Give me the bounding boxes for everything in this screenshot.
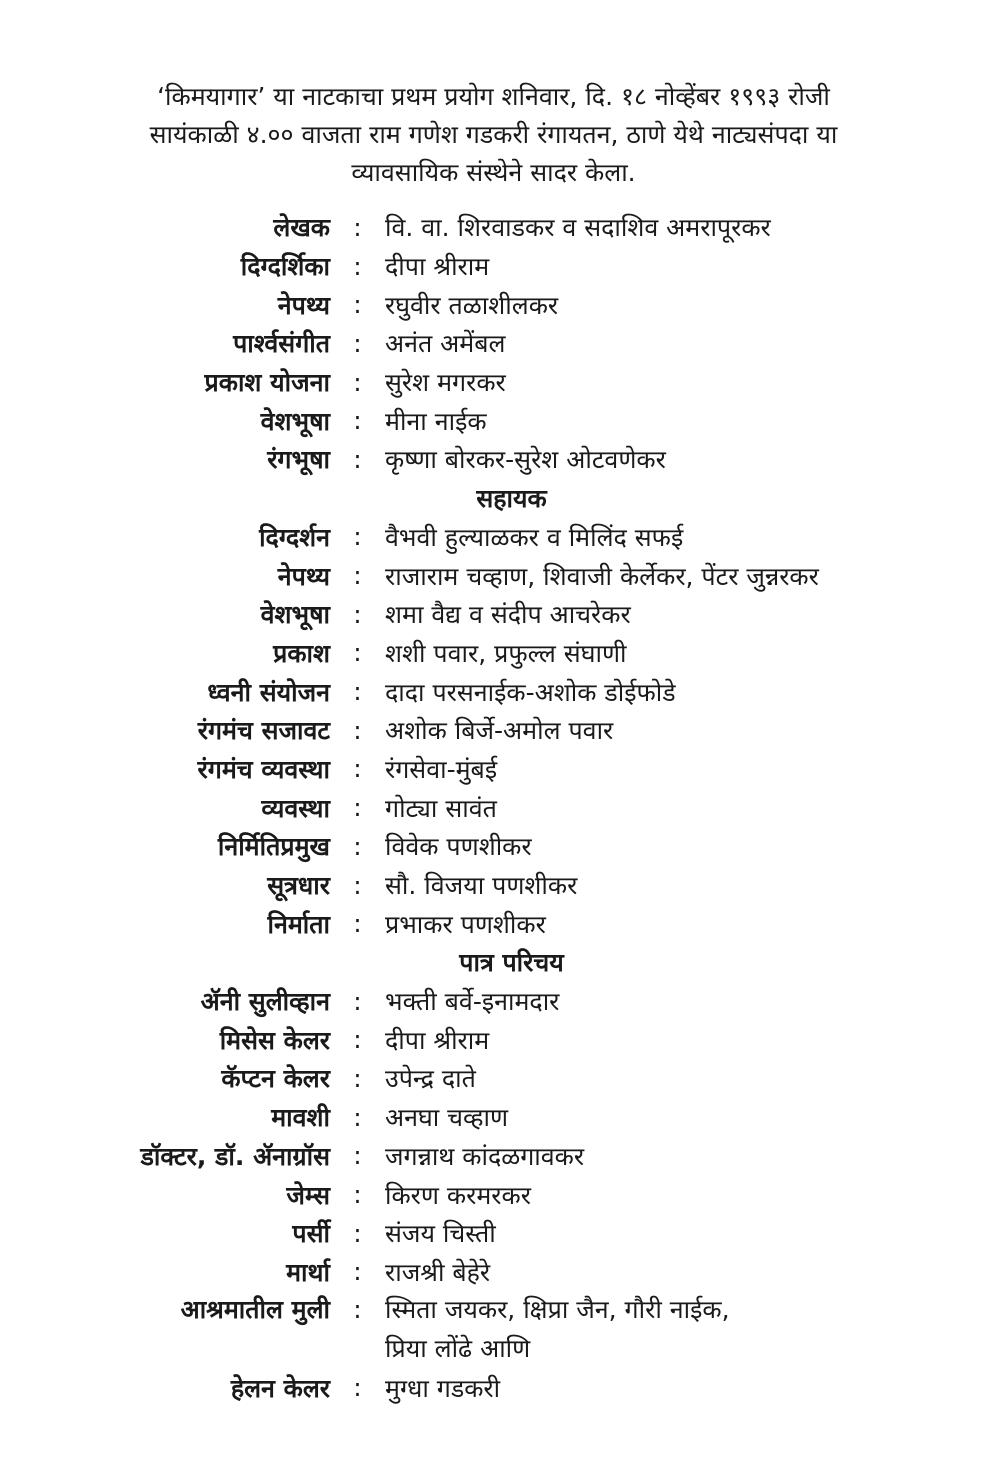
credit-row xyxy=(0,904,987,943)
credit-separator: : xyxy=(353,406,362,436)
credit-separator: : xyxy=(353,1218,362,1248)
credit-value: सुरेश मगरकर xyxy=(385,368,506,398)
credit-separator: : xyxy=(353,561,362,591)
credit-value-line: प्रिया लोंढे आणि xyxy=(385,1333,531,1363)
intro-line: ‘किमयागार’ या नाटकाचा प्रथम प्रयोग शनिवार, दि. १८ नोव्हेंबर १९९३ रोजी xyxy=(157,82,830,111)
credit-value: अशोक बिर्जे-अमोल पवार xyxy=(385,716,614,746)
credit-separator: : xyxy=(353,715,362,745)
intro-paragraph xyxy=(60,78,927,192)
credit-row xyxy=(0,1291,987,1368)
credit-row xyxy=(0,866,987,905)
credit-label: व्यवस्था xyxy=(261,793,330,823)
credit-value: शशी पवार, प्रफुल्ल संघाणी xyxy=(385,638,627,668)
credit-value: शमा वैद्य व संदीप आचरेकर xyxy=(385,600,631,630)
assistant-credits xyxy=(0,518,987,944)
assistants-heading: सहायक xyxy=(476,484,547,514)
credit-row xyxy=(0,285,987,324)
credit-value: भक्ती बर्वे-इनामदार xyxy=(385,987,560,1017)
credit-label: प्रकाश योजना xyxy=(204,368,330,398)
credit-value: दादा परसनाईक-अशोक डोईफोडे xyxy=(385,677,676,707)
credit-separator: : xyxy=(353,1373,362,1403)
credit-row xyxy=(0,1175,987,1214)
credit-separator: : xyxy=(353,599,362,629)
credit-separator: : xyxy=(353,1257,362,1287)
credit-value: संजय चिस्ती xyxy=(385,1219,496,1249)
credit-separator: : xyxy=(353,522,362,552)
credit-separator: : xyxy=(353,212,362,242)
credits-list xyxy=(0,208,987,1407)
intro-line: सायंकाळी ४.०० वाजता राम गणेश गडकरी रंगायतन, ठाणे येथे नाट्यसंपदा या xyxy=(149,120,838,149)
credit-label: आश्रमातील मुली xyxy=(180,1295,330,1325)
credit-value: प्रभाकर पणशीकर xyxy=(385,909,546,939)
credit-row xyxy=(0,827,987,866)
credit-value: मीना नाईक xyxy=(385,406,487,436)
credit-label: रंगमंच व्यवस्था xyxy=(197,754,330,784)
credit-separator: : xyxy=(353,1063,362,1093)
credit-label: कॅप्टन केलर xyxy=(221,1064,330,1094)
credit-row xyxy=(0,1253,987,1292)
credit-label: सूत्रधार xyxy=(267,871,330,901)
credit-label: वेशभूषा xyxy=(260,406,330,436)
credit-separator: : xyxy=(353,831,362,861)
credit-row xyxy=(0,634,987,673)
credit-label: जेम्स xyxy=(286,1180,330,1210)
credit-label: ध्वनी संयोजन xyxy=(207,677,330,707)
credit-separator: : xyxy=(353,754,362,784)
credit-label: वेशभूषा xyxy=(260,600,330,630)
credit-value: कृष्णा बोरकर-सुरेश ओटवणेकर xyxy=(385,445,666,475)
credit-value: दीपा श्रीराम xyxy=(385,1025,490,1055)
cast-heading: पात्र परिचय xyxy=(459,948,564,978)
credit-row xyxy=(0,208,987,247)
credit-separator: : xyxy=(353,328,362,358)
credit-separator: : xyxy=(353,986,362,1016)
credit-label: दिग्दर्शिका xyxy=(240,252,330,282)
credit-value: गोट्या सावंत xyxy=(385,793,497,823)
credit-row xyxy=(0,556,987,595)
credit-separator: : xyxy=(353,1141,362,1171)
credit-value: राजश्री बेहेरे xyxy=(385,1257,491,1287)
credit-separator: : xyxy=(353,677,362,707)
credit-row xyxy=(0,1369,987,1408)
credit-value: वैभवी हुल्याळकर व मिलिंद सफई xyxy=(385,522,684,552)
credit-label: निर्मितिप्रमुख xyxy=(217,832,330,862)
credit-row xyxy=(0,1020,987,1059)
credit-separator: : xyxy=(353,444,362,474)
credit-label: रंगमंच सजावट xyxy=(197,716,330,746)
credit-label: प्रकाश xyxy=(273,638,330,668)
credit-value: वि. वा. शिरवाडकर व सदाशिव अमरापूरकर xyxy=(385,213,771,243)
credit-separator: : xyxy=(353,793,362,823)
credit-row xyxy=(0,711,987,750)
credit-label: हेलन केलर xyxy=(230,1373,330,1403)
main-credits xyxy=(0,208,987,479)
credit-value: रंगसेवा-मुंबई xyxy=(385,754,498,784)
credit-separator: : xyxy=(353,290,362,320)
credit-label: ॲनी सुलीव्हान xyxy=(200,987,330,1017)
credit-label: मावशी xyxy=(271,1103,330,1133)
credit-value: विवेक पणशीकर xyxy=(385,832,532,862)
credit-row xyxy=(0,363,987,402)
credit-row xyxy=(0,1137,987,1176)
credit-label: पार्श्वसंगीत xyxy=(233,329,330,359)
credit-label: रंगभूषा xyxy=(267,445,330,475)
credit-value: अनघा चव्हाण xyxy=(385,1103,509,1133)
credit-label: निर्माता xyxy=(267,909,330,939)
credit-row xyxy=(0,247,987,286)
credit-value: उपेन्द्र दाते xyxy=(385,1064,476,1094)
credit-separator: : xyxy=(353,1180,362,1210)
credit-label: मार्था xyxy=(286,1257,330,1287)
intro-line: व्यावसायिक संस्थेने सादर केला. xyxy=(351,158,636,187)
credit-label: नेपथ्य xyxy=(277,561,330,591)
credit-separator: : xyxy=(353,909,362,939)
credit-separator: : xyxy=(353,1102,362,1132)
credit-row xyxy=(0,518,987,557)
credit-row xyxy=(0,440,987,479)
credit-label: मिसेस केलर xyxy=(219,1025,330,1055)
credit-separator: : xyxy=(353,367,362,397)
credit-separator: : xyxy=(353,870,362,900)
cast-credits xyxy=(0,982,987,1292)
credit-label: नेपथ्य xyxy=(277,290,330,320)
credit-value: रघुवीर तळाशीलकर xyxy=(385,290,559,320)
credit-value: राजाराम चव्हाण, शिवाजी केर्लेकर, पेंटर जुन्नरकर xyxy=(385,561,819,591)
credit-row xyxy=(0,324,987,363)
credit-row xyxy=(0,595,987,634)
credit-separator: : xyxy=(353,251,362,281)
credit-row xyxy=(0,1214,987,1253)
credit-separator: : xyxy=(353,1295,362,1325)
credit-label: डॉक्टर, डॉ. ॲनाग्रॉस xyxy=(140,1141,330,1171)
credit-separator: : xyxy=(353,1025,362,1055)
credit-row xyxy=(0,750,987,789)
credit-value: किरण करमरकर xyxy=(385,1180,531,1210)
credit-value: मुग्धा गडकरी xyxy=(385,1373,501,1403)
credit-separator: : xyxy=(353,638,362,668)
credit-label: लेखक xyxy=(273,213,330,243)
credit-row xyxy=(0,788,987,827)
credit-value-line: स्मिता जयकर, क्षिप्रा जैन, गौरी नाईक, xyxy=(385,1295,730,1325)
credit-value: जगन्नाथ कांदळगावकर xyxy=(385,1141,585,1171)
credit-row xyxy=(0,401,987,440)
credit-value: सौ. विजया पणशीकर xyxy=(385,871,578,901)
credit-row xyxy=(0,1098,987,1137)
credit-label: दिग्दर्शन xyxy=(259,522,330,552)
credit-value xyxy=(385,1291,730,1368)
credit-label: पर्सी xyxy=(292,1219,330,1249)
credit-row xyxy=(0,672,987,711)
credit-value: दीपा श्रीराम xyxy=(385,252,490,282)
credit-value: अनंत अमेंबल xyxy=(385,329,506,359)
credit-row xyxy=(0,982,987,1021)
credit-row xyxy=(0,1059,987,1098)
